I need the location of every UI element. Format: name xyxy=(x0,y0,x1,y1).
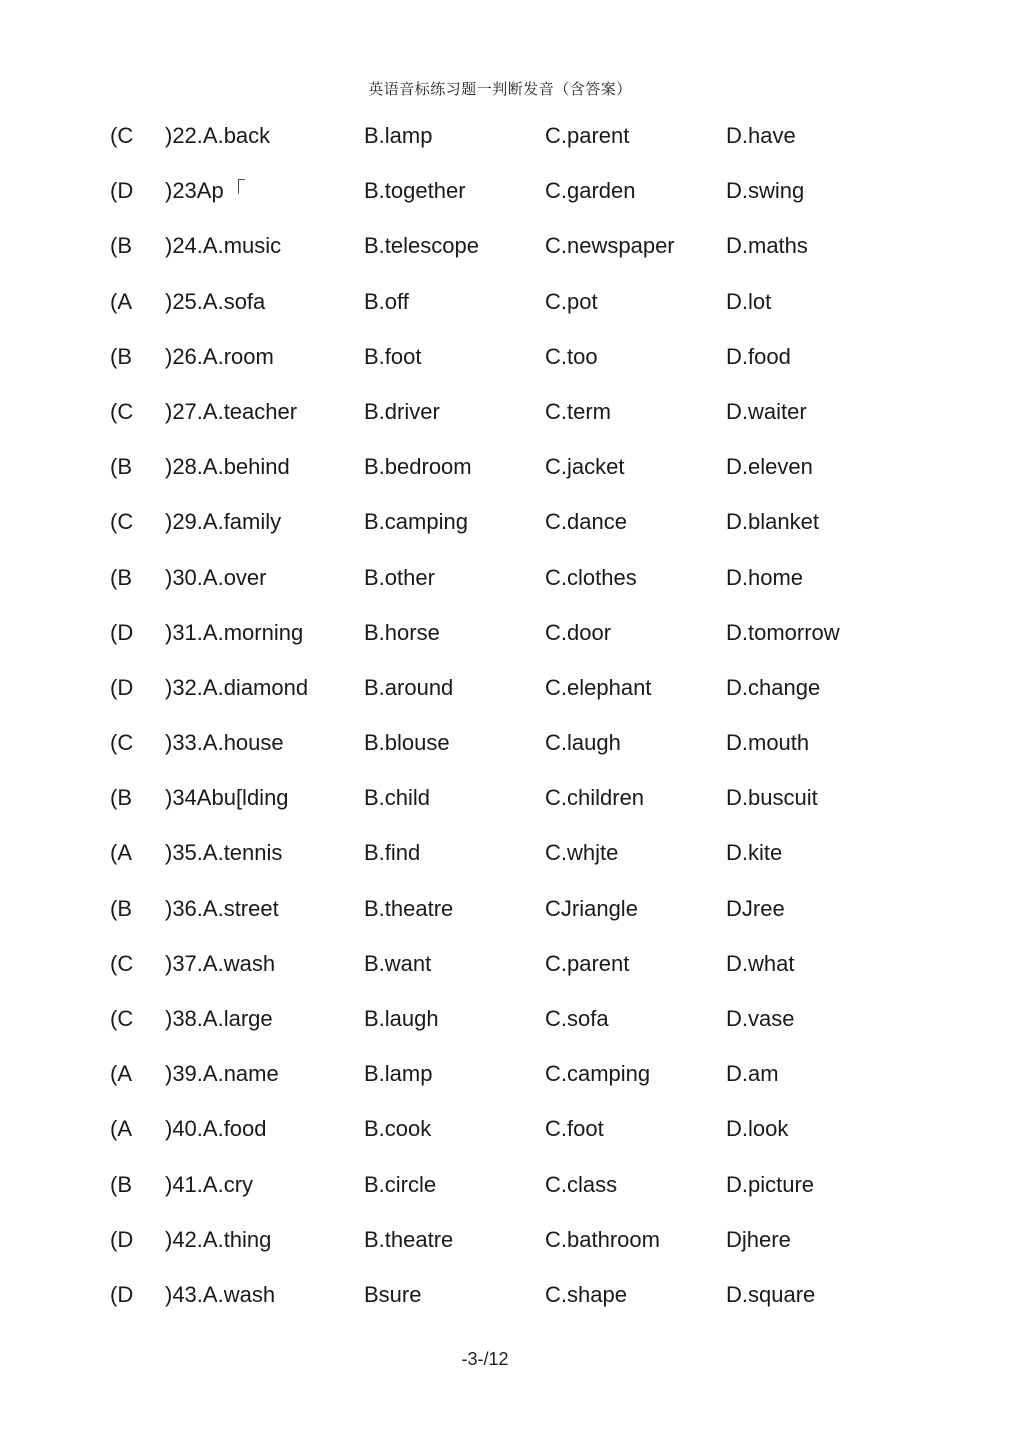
answer-letter: (B xyxy=(110,233,132,259)
option-b: B.cook xyxy=(364,1116,432,1142)
option-a: )33.A.house xyxy=(165,730,284,756)
question-row xyxy=(0,449,1024,504)
answer-letter: (C xyxy=(110,123,134,148)
option-d: D.blanket xyxy=(726,509,819,535)
option-b: B.lamp xyxy=(364,123,433,148)
option-a: )23Ap「 xyxy=(165,178,246,204)
option-c: C.pot xyxy=(545,288,598,314)
answer-letter: (D xyxy=(110,1281,134,1307)
option-c: C.door xyxy=(545,619,612,645)
question-row xyxy=(0,835,1024,890)
option-a: )26.A.room xyxy=(165,343,274,369)
option-b: B.lamp xyxy=(364,1061,433,1087)
option-a: )27.A.teacher xyxy=(165,398,298,424)
option-c: C.garden xyxy=(545,178,636,204)
option-a: )22.A.back xyxy=(165,123,271,148)
question-row xyxy=(0,1111,1024,1166)
answer-letter: (A xyxy=(110,1061,132,1087)
option-a: )40.A.food xyxy=(165,1116,267,1142)
option-d: D.food xyxy=(726,343,791,369)
answer-letter: (B xyxy=(110,785,132,811)
option-b: B.off xyxy=(364,288,409,314)
option-d: D.swing xyxy=(726,178,805,204)
option-d: D.vase xyxy=(726,1006,795,1031)
option-c: C.parent xyxy=(545,950,630,976)
option-b: B.want xyxy=(364,950,432,976)
answer-letter: (A xyxy=(110,1116,132,1142)
option-c: C.foot xyxy=(545,1116,604,1142)
question-row xyxy=(0,228,1024,283)
option-c: C.children xyxy=(545,785,645,811)
option-a: )24.A.music xyxy=(165,233,282,259)
question-row xyxy=(0,780,1024,835)
option-a: )43.A.wash xyxy=(165,1281,276,1307)
option-c: C.term xyxy=(545,398,611,424)
option-a: )31.A.morning xyxy=(165,619,304,645)
option-d: D.look xyxy=(726,1116,789,1142)
option-c: C.clothes xyxy=(545,564,637,590)
option-b: B.circle xyxy=(364,1171,437,1197)
question-row xyxy=(0,173,1024,228)
option-a: )28.A.behind xyxy=(165,454,290,480)
option-b: B.laugh xyxy=(364,1006,439,1031)
option-b: B.blouse xyxy=(364,730,450,756)
answer-letter: (C xyxy=(110,730,134,756)
answer-letter: (D xyxy=(110,1226,134,1252)
question-row xyxy=(0,560,1024,615)
option-b: B.telescope xyxy=(364,233,479,259)
option-b: B.around xyxy=(364,674,454,700)
option-d: D.lot xyxy=(726,288,772,314)
option-b: B.find xyxy=(364,840,421,866)
option-d: D.home xyxy=(726,564,804,590)
answer-letter: (B xyxy=(110,564,132,590)
answer-letter: (B xyxy=(110,895,132,921)
option-c: CJriangle xyxy=(545,895,638,921)
option-a: )39.A.name xyxy=(165,1061,279,1087)
question-list xyxy=(0,118,1024,1332)
option-a: )32.A.diamond xyxy=(165,674,309,700)
question-row xyxy=(0,891,1024,946)
option-b: Bsure xyxy=(364,1281,422,1307)
option-d: D.am xyxy=(726,1061,779,1087)
question-row xyxy=(0,284,1024,339)
answer-letter: (C xyxy=(110,1006,134,1031)
question-row xyxy=(0,946,1024,1001)
option-a: )30.A.over xyxy=(165,564,267,590)
answer-letter: (C xyxy=(110,398,134,424)
page-number: -3-/12 xyxy=(461,1349,509,1369)
answer-letter: (A xyxy=(110,840,132,866)
answer-letter: (A xyxy=(110,288,132,314)
option-a: )38.A.large xyxy=(165,1006,273,1031)
question-row xyxy=(0,670,1024,725)
question-row xyxy=(0,725,1024,780)
option-d: D.tomorrow xyxy=(726,619,840,645)
answer-letter: (D xyxy=(110,178,134,204)
option-b: B.theatre xyxy=(364,895,454,921)
option-c: C.whjte xyxy=(545,840,619,866)
question-row xyxy=(0,615,1024,670)
option-d: D.change xyxy=(726,674,821,700)
answer-letter: (C xyxy=(110,509,134,535)
option-d: D.kite xyxy=(726,840,783,866)
question-row xyxy=(0,1167,1024,1222)
option-c: C.shape xyxy=(545,1281,627,1307)
option-a: )42.A.thing xyxy=(165,1226,272,1252)
question-row xyxy=(0,394,1024,449)
page-title: 英语音标练习题一判断发音（含答案） xyxy=(368,80,632,98)
option-b: B.camping xyxy=(364,509,468,535)
option-a: )29.A.family xyxy=(165,509,282,535)
option-c: C.newspaper xyxy=(545,233,675,259)
option-b: B.foot xyxy=(364,343,422,369)
option-d: D.waiter xyxy=(726,398,807,424)
answer-letter: (D xyxy=(110,674,134,700)
question-row xyxy=(0,118,1024,173)
option-d: Djhere xyxy=(726,1226,791,1252)
option-a: )35.A.tennis xyxy=(165,840,283,866)
option-d: D.maths xyxy=(726,233,808,259)
option-c: C.camping xyxy=(545,1061,651,1087)
question-row xyxy=(0,1056,1024,1111)
option-a: )36.A.street xyxy=(165,895,279,921)
option-d: D.mouth xyxy=(726,730,810,756)
option-b: B.bedroom xyxy=(364,454,472,480)
question-row xyxy=(0,1277,1024,1332)
option-c: C.jacket xyxy=(545,454,625,480)
option-d: D.buscuit xyxy=(726,785,818,811)
option-b: B.theatre xyxy=(364,1226,454,1252)
option-c: C.sofa xyxy=(545,1006,609,1031)
option-c: C.parent xyxy=(545,123,630,148)
question-row xyxy=(0,339,1024,394)
option-d: D.square xyxy=(726,1281,816,1307)
option-b: B.horse xyxy=(364,619,440,645)
question-row xyxy=(0,1222,1024,1277)
option-d: D.picture xyxy=(726,1171,815,1197)
option-c: C.dance xyxy=(545,509,627,535)
option-b: B.driver xyxy=(364,398,440,424)
option-b: B.child xyxy=(364,785,431,811)
answer-letter: (B xyxy=(110,454,132,480)
answer-letter: (D xyxy=(110,619,134,645)
option-a: )34Abu[lding xyxy=(165,785,289,811)
option-d: D.what xyxy=(726,950,795,976)
answer-letter: (C xyxy=(110,950,134,976)
option-c: C.bathroom xyxy=(545,1226,660,1252)
answer-letter: (B xyxy=(110,343,132,369)
option-c: C.laugh xyxy=(545,730,621,756)
question-row xyxy=(0,1001,1024,1056)
option-a: )37.A.wash xyxy=(165,950,276,976)
option-c: C.too xyxy=(545,343,598,369)
option-b: B.other xyxy=(364,564,435,590)
option-d: D.have xyxy=(726,123,796,148)
option-d: DJree xyxy=(726,895,785,921)
answer-letter: (B xyxy=(110,1171,132,1197)
option-d: D.eleven xyxy=(726,454,813,480)
question-row xyxy=(0,504,1024,559)
option-a: )41.A.cry xyxy=(165,1171,254,1197)
option-c: C.class xyxy=(545,1171,618,1197)
option-a: )25.A.sofa xyxy=(165,288,266,314)
option-c: C.elephant xyxy=(545,674,652,700)
option-b: B.together xyxy=(364,178,466,204)
